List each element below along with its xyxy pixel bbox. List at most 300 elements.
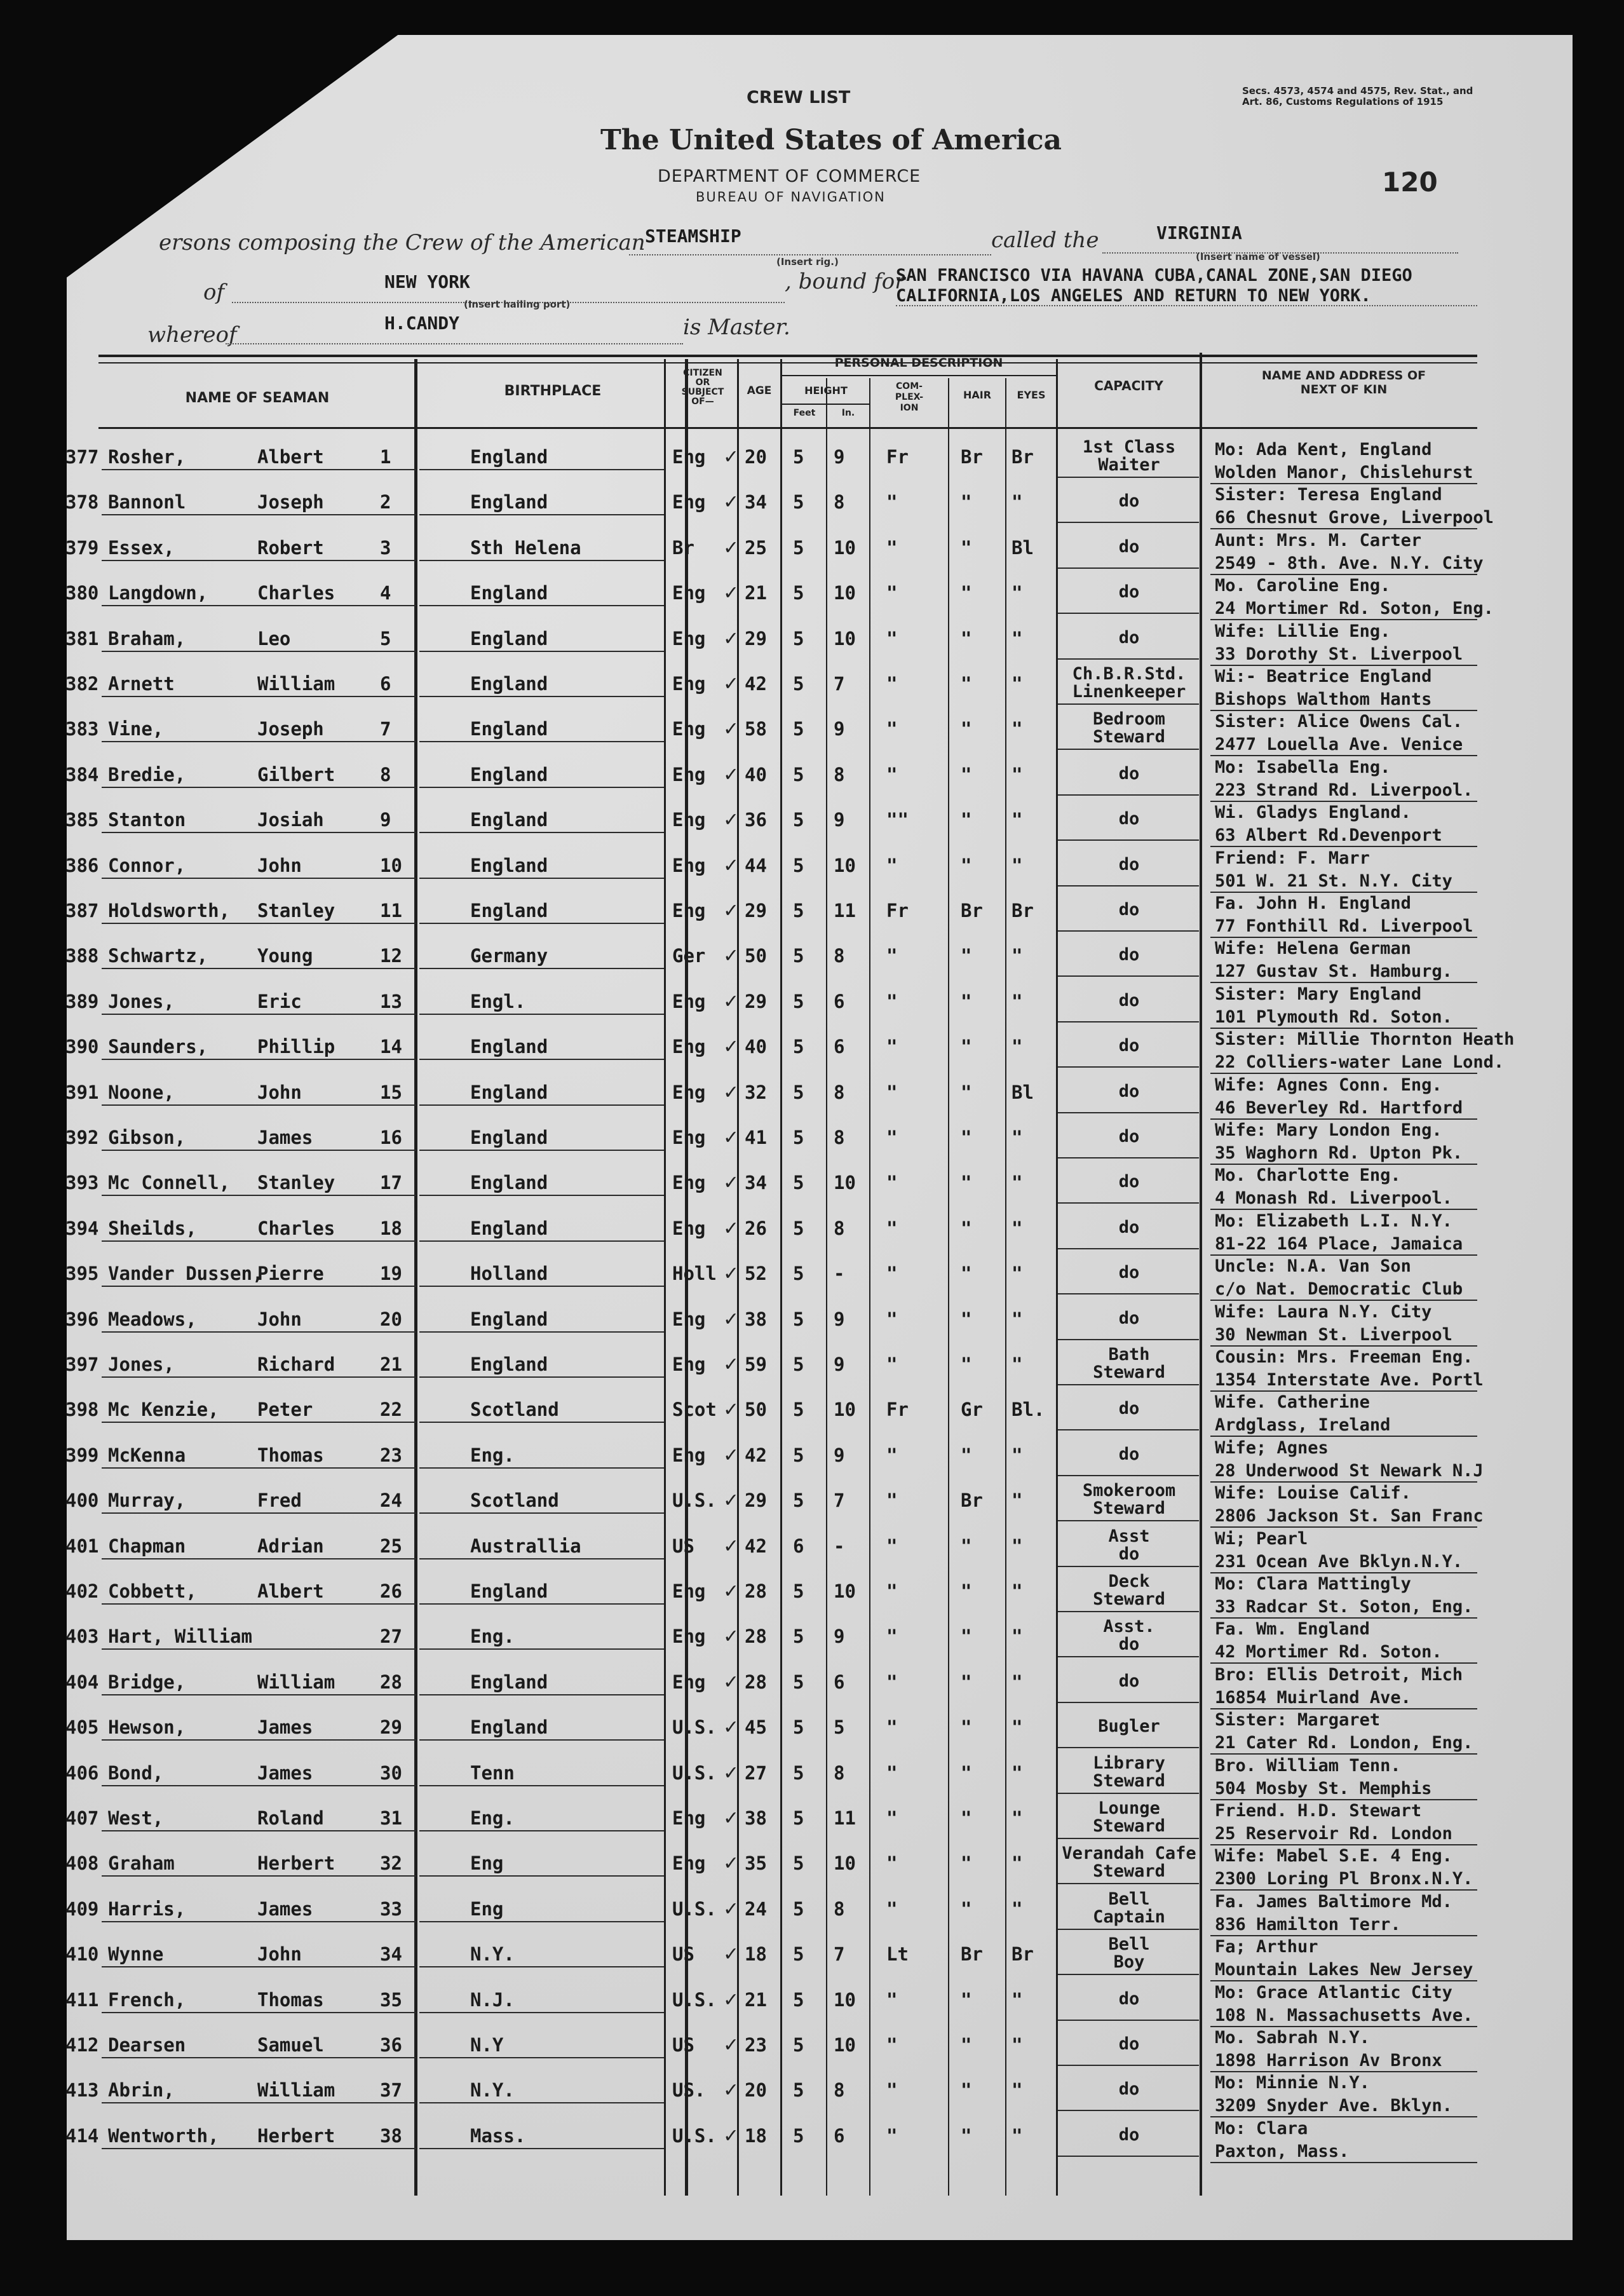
kin-underline — [1210, 755, 1477, 756]
preamble-line1: ersons composing the Crew of the American — [159, 230, 646, 255]
rig-value: STEAMSHIP — [645, 226, 741, 247]
col-divider-name — [414, 359, 417, 2196]
seaman-given-name: Samuel — [257, 2034, 324, 2056]
kin-underline — [1210, 1572, 1477, 1573]
complexion: " — [886, 1036, 898, 1058]
seaman-surname: Wentworth, — [108, 2124, 219, 2147]
complexion: " — [886, 1626, 898, 1648]
register-number: 408 — [65, 1852, 99, 1875]
master-underline — [226, 343, 683, 344]
name-underline — [102, 968, 416, 969]
check-mark-icon: ✓ — [724, 1441, 738, 1467]
citizenship: Eng — [672, 1081, 706, 1103]
kin-name: Bro. William Tenn. — [1215, 1755, 1401, 1776]
capacity-underline — [1058, 1021, 1199, 1022]
seaman-given-name: Leo — [257, 627, 291, 649]
kin-name: Mo. Charlotte Eng. — [1215, 1165, 1401, 1186]
height-inches: 10 — [834, 854, 856, 876]
seaman-given-name: Roland — [257, 1807, 324, 1829]
row-number: 35 — [380, 1988, 402, 2011]
kin-name: Mo. Caroline Eng. — [1215, 576, 1391, 596]
capacity-underline — [1058, 839, 1199, 841]
capacity-underline — [1058, 567, 1199, 569]
capacity-underline — [1058, 1929, 1199, 1930]
col-header-eyes: EYES — [1017, 389, 1046, 401]
kin-name: Mo: Elizabeth L.I. N.Y. — [1215, 1211, 1452, 1231]
capacity-line2: Captain — [1093, 1906, 1165, 1927]
hair-color: " — [961, 2124, 972, 2147]
name-underline — [102, 1785, 416, 1786]
kin-address: 66 Chesnut Grove, Liverpool — [1215, 508, 1494, 528]
citizenship: U.S. — [672, 2124, 717, 2147]
capacity: do — [1118, 2124, 1140, 2145]
height-feet: 5 — [793, 1898, 804, 1920]
row-number: 13 — [380, 990, 402, 1012]
seaman-given-name: John — [257, 1081, 302, 1103]
eye-color: " — [1012, 1308, 1023, 1330]
birthplace: England — [470, 1671, 548, 1693]
destination-underline — [896, 305, 1477, 306]
capacity-underline — [1058, 2156, 1199, 2157]
eye-color: " — [1012, 945, 1023, 967]
capacity-underline — [1058, 1248, 1199, 1249]
hair-color: " — [961, 1671, 972, 1693]
seaman-given-name: Stanley — [257, 900, 335, 921]
check-mark-icon: ✓ — [724, 716, 738, 742]
register-number: 383 — [65, 718, 99, 740]
register-number: 402 — [65, 1580, 99, 1602]
kin-address: 63 Albert Rd.Devenport — [1215, 825, 1442, 846]
kin-address: 836 Hamilton Terr. — [1215, 1914, 1401, 1934]
hair-color: " — [961, 1172, 972, 1194]
kin-address: 504 Mosby St. Memphis — [1215, 1778, 1432, 1798]
birthplace-underline — [419, 1376, 664, 1378]
check-mark-icon: ✓ — [724, 2032, 738, 2057]
hair-color: " — [961, 1716, 972, 1739]
height-feet: 5 — [793, 1716, 804, 1739]
personal-desc-rule — [782, 375, 1056, 376]
height-inches: 5 — [834, 1716, 845, 1739]
kin-underline — [1210, 937, 1477, 938]
capacity: do — [1118, 854, 1140, 874]
age: 24 — [745, 1898, 767, 1920]
citizenship: Eng — [672, 582, 706, 604]
height-inches: 6 — [834, 2124, 845, 2147]
age: 38 — [745, 1807, 767, 1829]
kin-address: 21 Cater Rd. London, Eng. — [1215, 1733, 1473, 1753]
kin-address: 1354 Interstate Ave. Portl — [1215, 1370, 1484, 1390]
kin-name: Fa. John H. England — [1215, 893, 1411, 913]
citizenship: Eng — [672, 990, 706, 1012]
seaman-given-name: Richard — [257, 1354, 335, 1375]
vessel-caption: (Insert name of vessel) — [1196, 251, 1320, 262]
height-feet: 5 — [793, 1852, 804, 1875]
capacity: Bedroom — [1093, 709, 1165, 730]
citizenship: Eng — [672, 1172, 706, 1194]
name-underline — [102, 696, 416, 697]
kin-address: Paxton, Mass. — [1215, 2141, 1350, 2161]
kin-underline — [1210, 1662, 1477, 1664]
row-number: 17 — [380, 1172, 402, 1194]
check-mark-icon: ✓ — [724, 1078, 738, 1104]
hair-color: " — [961, 763, 972, 785]
register-number: 384 — [65, 763, 99, 785]
age: 26 — [745, 1217, 767, 1239]
row-number: 30 — [380, 1762, 402, 1784]
hair-color: " — [961, 809, 972, 831]
kin-underline — [1210, 1118, 1477, 1120]
complexion: " — [886, 1716, 898, 1739]
height-feet: 5 — [793, 1444, 804, 1466]
eye-color: Br — [1012, 900, 1034, 921]
capacity-underline — [1058, 2020, 1199, 2021]
complexion: " — [886, 1308, 898, 1330]
check-mark-icon: ✓ — [724, 1396, 738, 1422]
name-underline — [102, 1467, 416, 1469]
col-header-kin — [1207, 369, 1480, 397]
height-feet: 5 — [793, 1036, 804, 1058]
name-underline — [102, 1014, 416, 1015]
seaman-surname: Holdsworth, — [108, 900, 231, 921]
seaman-given-name: Josiah — [257, 809, 324, 831]
seaman-surname: Schwartz, — [108, 945, 208, 967]
seaman-given-name: Thomas — [257, 1988, 324, 2011]
citizenship: U.S. — [672, 1988, 717, 2011]
birthplace-underline — [419, 2102, 664, 2103]
complexion: " — [886, 536, 898, 559]
kin-underline — [1210, 1980, 1477, 1981]
height-feet: 5 — [793, 536, 804, 559]
birthplace-underline — [419, 1467, 664, 1469]
name-underline — [102, 1739, 416, 1741]
kin-name: Mo: Clara — [1215, 2118, 1308, 2138]
kin-name: Wife; Agnes — [1215, 1437, 1329, 1458]
capacity-underline — [1058, 930, 1199, 932]
height-feet: 5 — [793, 627, 804, 649]
register-number: 393 — [65, 1172, 99, 1194]
kin-name: Mo: Ada Kent, England — [1215, 440, 1432, 459]
kin-name: Mo: Grace Atlantic City — [1215, 1982, 1452, 2002]
kin-name: Wi. Gladys England. — [1215, 803, 1411, 823]
row-number: 34 — [380, 1943, 402, 1966]
birthplace: England — [470, 1172, 548, 1194]
destination-line1: SAN FRANCISCO VIA HAVANA CUBA,CANAL ZONE,SAN DIEGO — [896, 266, 1412, 285]
birthplace-underline — [419, 741, 664, 742]
check-mark-icon: ✓ — [724, 942, 738, 968]
capacity-line2: Steward — [1093, 1770, 1165, 1791]
eye-color: Br — [1012, 1943, 1034, 1966]
age: 18 — [745, 1943, 767, 1966]
complexion: " — [886, 582, 898, 604]
birthplace: Scotland — [470, 1490, 559, 1512]
row-number: 24 — [380, 1490, 402, 1512]
seaman-surname: Essex, — [108, 536, 175, 559]
col-header-age: AGE — [747, 384, 772, 397]
kin-address: 101 Plymouth Rd. Soton. — [1215, 1007, 1452, 1027]
capacity-line2: Steward — [1093, 1861, 1165, 1882]
kin-name: Mo: Clara Mattingly — [1215, 1574, 1411, 1594]
birthplace-underline — [419, 1694, 664, 1695]
register-number: 406 — [65, 1762, 99, 1784]
row-number: 12 — [380, 945, 402, 967]
name-underline — [102, 2057, 416, 2058]
age: 29 — [745, 990, 767, 1012]
capacity: do — [1118, 582, 1140, 602]
height-inches: 6 — [834, 990, 845, 1012]
height-inches: 8 — [834, 945, 845, 967]
check-mark-icon: ✓ — [724, 1941, 738, 1967]
birthplace-underline — [419, 1331, 664, 1333]
kin-underline — [1210, 574, 1477, 575]
header-bottom-rule — [98, 427, 1477, 429]
statute-reference: Secs. 4573, 4574 and 4575, Rev. Stat., and Art. 86, Customs Regulations of 1915 — [1242, 85, 1473, 107]
register-number: 394 — [65, 1217, 99, 1239]
height-inches: 10 — [834, 536, 856, 559]
capacity: do — [1118, 945, 1140, 965]
birthplace: England — [470, 1217, 548, 1239]
kin-address: 4 Monash Rd. Liverpool. — [1215, 1188, 1452, 1209]
birthplace: Eng. — [470, 1807, 515, 1829]
kin-underline — [1210, 1799, 1477, 1800]
complexion: " — [886, 1263, 898, 1285]
citizenship: Scot — [672, 1399, 717, 1421]
seaman-surname: Mc Kenzie, — [108, 1399, 219, 1421]
col-divider-eyes — [1056, 359, 1058, 2196]
kin-name: Wife: Louise Calif. — [1215, 1483, 1411, 1504]
check-mark-icon: ✓ — [724, 489, 738, 515]
kin-underline — [1210, 1436, 1477, 1437]
age: 50 — [745, 1399, 767, 1421]
register-number: 387 — [65, 900, 99, 921]
birthplace: England — [470, 491, 548, 513]
capacity-underline — [1058, 794, 1199, 796]
birthplace-underline — [419, 696, 664, 697]
height-feet: 5 — [793, 1263, 804, 1285]
name-underline — [102, 469, 416, 470]
seaman-given-name: William — [257, 1671, 335, 1693]
row-number: 10 — [380, 854, 402, 876]
hair-color: " — [961, 2034, 972, 2056]
kin-address: 33 Radcar St. Soton, Eng. — [1215, 1597, 1473, 1617]
check-mark-icon: ✓ — [724, 806, 738, 832]
seaman-given-name: Thomas — [257, 1444, 324, 1466]
kin-header-line2: NEXT OF KIN — [1300, 383, 1388, 397]
seaman-surname: Rosher, — [108, 446, 186, 468]
register-number: 396 — [65, 1308, 99, 1330]
complexion-line3: ION — [900, 403, 919, 413]
row-number: 31 — [380, 1807, 402, 1829]
age: 45 — [745, 1716, 767, 1739]
col-header-height: HEIGHT — [804, 384, 848, 397]
capacity-underline — [1058, 658, 1199, 660]
birthplace-underline — [419, 469, 664, 470]
birthplace-underline — [419, 1059, 664, 1060]
seaman-surname: Vander Dussen, — [108, 1263, 264, 1285]
capacity: Bugler — [1098, 1716, 1160, 1737]
capacity-line2: Linenkeeper — [1072, 682, 1186, 702]
kin-underline — [1210, 1073, 1477, 1074]
height-inches: 9 — [834, 1354, 845, 1375]
birthplace: Engl. — [470, 990, 526, 1012]
height-feet: 5 — [793, 809, 804, 831]
register-number: 413 — [65, 2079, 99, 2102]
height-inches: 10 — [834, 627, 856, 649]
capacity: do — [1118, 491, 1140, 512]
capacity: do — [1118, 1399, 1140, 1419]
birthplace: Eng. — [470, 1626, 515, 1648]
kin-underline — [1210, 1300, 1477, 1301]
row-number: 36 — [380, 2034, 402, 2056]
seaman-surname: Murray, — [108, 1490, 186, 1512]
check-mark-icon: ✓ — [724, 670, 738, 696]
age: 40 — [745, 763, 767, 785]
seaman-given-name: Herbert — [257, 2124, 335, 2147]
height-feet: 5 — [793, 1943, 804, 1966]
eye-color: " — [1012, 1988, 1023, 2011]
birthplace: England — [470, 673, 548, 695]
kin-underline — [1210, 892, 1477, 893]
citizenship: Eng — [672, 1127, 706, 1148]
kin-address: 24 Mortimer Rd. Soton, Eng. — [1215, 599, 1494, 619]
seaman-surname: Jones, — [108, 1354, 175, 1375]
age: 28 — [745, 1580, 767, 1602]
seaman-surname: Chapman — [108, 1535, 186, 1557]
register-number: 391 — [65, 1081, 99, 1103]
seaman-given-name: Albert — [257, 446, 324, 468]
check-mark-icon: ✓ — [724, 1351, 738, 1376]
complexion: " — [886, 763, 898, 785]
birthplace: Eng. — [470, 1444, 515, 1466]
kin-address: 77 Fonthill Rd. Liverpool — [1215, 916, 1473, 936]
seaman-given-name: James — [257, 1716, 313, 1739]
height-sub-rule — [782, 404, 870, 405]
age: 28 — [745, 1671, 767, 1693]
birthplace-underline — [419, 560, 664, 561]
height-feet: 5 — [793, 1490, 804, 1512]
birthplace: England — [470, 1036, 548, 1058]
complexion: " — [886, 718, 898, 740]
hair-color: " — [961, 1535, 972, 1557]
check-mark-icon: ✓ — [724, 1124, 738, 1150]
age: 40 — [745, 1036, 767, 1058]
kin-underline — [1210, 846, 1477, 847]
name-underline — [102, 1648, 416, 1650]
capacity: do — [1118, 1217, 1140, 1237]
is-master-label: is Master. — [683, 315, 790, 340]
eye-color: " — [1012, 1852, 1023, 1875]
height-feet: 5 — [793, 1988, 804, 2011]
birthplace: England — [470, 627, 548, 649]
form-title: CREW LIST — [747, 88, 851, 107]
seaman-given-name: Herbert — [257, 1852, 335, 1875]
height-inches: 11 — [834, 1807, 856, 1829]
kin-name: Bro: Ellis Detroit, Mich — [1215, 1664, 1463, 1685]
birthplace-underline — [419, 2012, 664, 2013]
citizenship: Eng — [672, 1036, 706, 1058]
register-number: 400 — [65, 1490, 99, 1512]
kin-address: 35 Waghorn Rd. Upton Pk. — [1215, 1143, 1463, 1163]
eye-color: " — [1012, 1354, 1023, 1375]
row-number: 19 — [380, 1263, 402, 1285]
kin-underline — [1210, 1254, 1477, 1256]
complexion: " — [886, 673, 898, 695]
capacity-line2: Steward — [1093, 1589, 1165, 1609]
col-divider-age — [780, 359, 782, 2196]
height-feet: 5 — [793, 446, 804, 468]
complexion: " — [886, 1988, 898, 2011]
complexion: " — [886, 1490, 898, 1512]
height-feet: 5 — [793, 900, 804, 921]
eye-color: " — [1012, 2124, 1023, 2147]
check-mark-icon: ✓ — [724, 580, 738, 606]
eye-color: Br — [1012, 446, 1034, 468]
height-inches: 9 — [834, 446, 845, 468]
check-mark-icon: ✓ — [724, 1895, 738, 1921]
capacity: Library — [1093, 1753, 1165, 1773]
age: 21 — [745, 1988, 767, 2011]
hair-color: " — [961, 1081, 972, 1103]
height-feet: 5 — [793, 945, 804, 967]
height-feet: 5 — [793, 1580, 804, 1602]
height-inches: 10 — [834, 1172, 856, 1194]
eye-color: " — [1012, 809, 1023, 831]
kin-address: 33 Dorothy St. Liverpool — [1215, 644, 1463, 664]
birthplace: England — [470, 1127, 548, 1148]
eye-color: " — [1012, 718, 1023, 740]
height-inches: 7 — [834, 1490, 845, 1512]
age: 44 — [745, 854, 767, 876]
kin-address: 2806 Jackson St. San Franc — [1215, 1506, 1484, 1526]
height-inches: 10 — [834, 2034, 856, 2056]
register-number: 389 — [65, 990, 99, 1012]
kin-underline — [1210, 1390, 1477, 1392]
kin-name: Sister: Teresa England — [1215, 485, 1442, 505]
kin-underline — [1210, 1844, 1477, 1845]
name-underline — [102, 1150, 416, 1151]
kin-address: Mountain Lakes New Jersey — [1215, 1960, 1473, 1980]
check-mark-icon: ✓ — [724, 761, 738, 787]
kin-underline — [1210, 1753, 1477, 1755]
kin-underline — [1210, 528, 1477, 529]
complexion: " — [886, 2034, 898, 2056]
capacity-underline — [1058, 1883, 1199, 1884]
birthplace-underline — [419, 1558, 664, 1559]
height-inches: 6 — [834, 1671, 845, 1693]
kin-underline — [1210, 1345, 1477, 1347]
height-inches: 8 — [834, 1127, 845, 1148]
kin-name: Mo. Sabrah N.Y. — [1215, 2028, 1370, 2048]
capacity-line2: do — [1118, 1544, 1140, 1564]
seaman-surname: Braham, — [108, 627, 186, 649]
col-divider-complexion — [948, 378, 949, 2196]
height-feet: 5 — [793, 491, 804, 513]
name-underline — [102, 1512, 416, 1514]
height-feet: 5 — [793, 2034, 804, 2056]
capacity-underline — [1058, 1475, 1199, 1476]
register-number: 388 — [65, 945, 99, 967]
check-mark-icon: ✓ — [724, 1169, 738, 1195]
seaman-given-name: Eric — [257, 990, 302, 1012]
birthplace-underline — [419, 1603, 664, 1605]
name-underline — [102, 1195, 416, 1196]
capacity-underline — [1058, 1384, 1199, 1385]
age: 34 — [745, 1172, 767, 1194]
height-inches: 8 — [834, 1762, 845, 1784]
check-mark-icon: ✓ — [724, 1668, 738, 1694]
hair-color: Br — [961, 446, 983, 468]
capacity-underline — [1058, 1974, 1199, 1975]
eye-color: " — [1012, 627, 1023, 649]
